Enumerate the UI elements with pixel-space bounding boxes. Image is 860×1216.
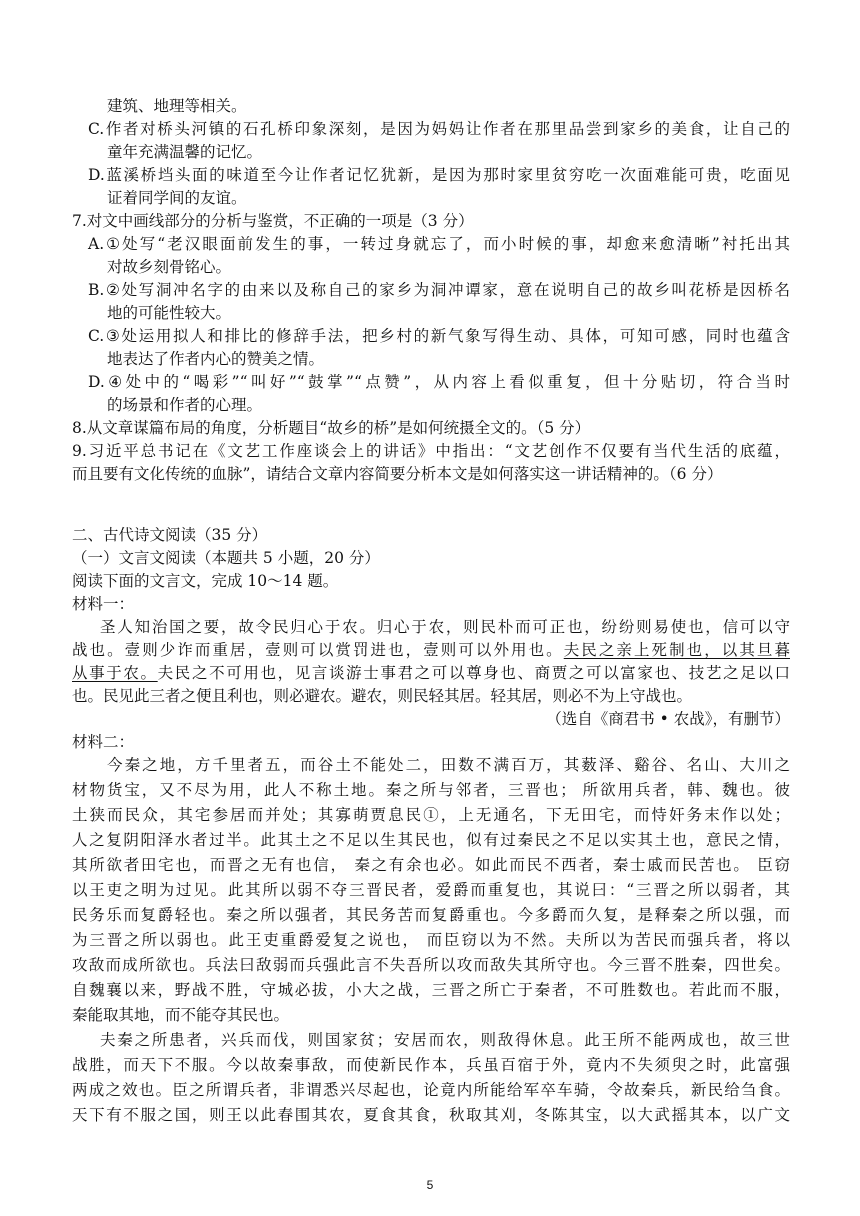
q6-option-d-line1: D.蓝溪桥垱头面的味道至今让作者记忆犹新，是因为那时家里贫穷吃一次面难能可贵，吃面见: [88, 166, 790, 184]
material1-source: （选自《商君书 • 农战》，有删节）: [546, 710, 790, 728]
material2-p1-line: 今秦之地，方千里者五，而谷土不能处二，田数不满百万，其薮泽、谿谷、名山、大川之: [107, 756, 790, 774]
material1-line3: [72, 662, 790, 684]
section-title: 二、古代诗文阅读（35 分）: [72, 526, 268, 544]
q7-option-d-line1: D.④处中的“喝彩”“叫好”“鼓掌”“点赞”，从内容上看似重复，但十分贴切，符合当时: [88, 373, 790, 391]
q6-option-b-tail: 建筑、地理等相关。: [107, 97, 247, 115]
q7-option-a-line1: A.①处写“老汉眼面前发生的事，一转过身就忘了，而小时候的事，却愈来愈清晰”衬托出其: [88, 235, 790, 253]
q7-option-b-line2: 地的可能性较大。: [107, 304, 232, 322]
material2-p2-line: 战胜，而天下不服。今以故秦事敌，而使新民作本，兵虽百宿于外，竟内不失须臾之时，此富强: [72, 1056, 790, 1074]
material1-line4: 也。民见此三者之便且利也，则必避农。避农，则民轻其居。轻其居，则必不为上守战也。: [72, 687, 693, 705]
q7-stem: 7.对文中画线部分的分析与鉴赏，不正确的一项是（3 分）: [72, 212, 474, 230]
underlined-sentence-part2: 从事于农。: [72, 664, 158, 682]
material2-p1-line: 攻敌而成所欲也。兵法曰敌弱而兵强此言不失吾所以攻而敌失其所守也。今三晋不胜秦，四世矣。: [72, 956, 790, 974]
q7-option-b-line1: B.②处写洞冲名字的由来以及称自己的家乡为洞冲谭家，意在说明自己的故乡叫花桥是因桥名: [88, 281, 790, 299]
material1-line1: 圣人知治国之要，故令民归心于农。归心于农，则民朴而可正也，纷纷则易使也，信可以守: [100, 618, 790, 636]
material2-p1-line: 人之复阴阳泽水者过半。此其土之不足以生其民也，似有过秦民之不足以实其土也，意民之情，: [72, 831, 790, 849]
material2-p1-line: 秦能取其地，而不能夺其民也。: [72, 1006, 290, 1024]
material2-p2-line: 两成之效也。臣之所谓兵者，非谓悉兴尽起也，论竟内所能给军卒车骑，令故秦兵，新民给刍食。: [72, 1081, 790, 1099]
material2-p1-line: 材物货宝，又不尽为用，此人不称土地。秦之所与邻者，三晋也； 所欲用兵者，韩、魏也。彼: [72, 781, 790, 799]
material2-p1-line: 以王吏之明为过见。此其所以弱不夺三晋民者，爱爵而重复也，其说曰：“三晋之所以弱者，其: [72, 881, 790, 899]
q9-line1: 9.习近平总书记在《文艺工作座谈会上的讲话》中指出：“文艺创作不仅要有当代生活的底蕴，: [72, 442, 790, 460]
reading-instruction: 阅读下面的文言文，完成 10～14 题。: [72, 572, 339, 590]
q7-option-c-line2: 地表达了作者内心的赞美之情。: [107, 350, 325, 368]
underlined-sentence-part1: 夫民之亲上死制也，以其旦暮: [563, 641, 790, 659]
material1-line3-text: 夫民之不可用也，见言谈游士事君之可以尊身也、商贾之可以富家也、技艺之足以口: [157, 664, 790, 682]
material2-p2-line: 天下有不服之国，则王以此春围其农，夏食其食，秋取其刈，冬陈其宝，以大武摇其本，以广文: [72, 1106, 790, 1124]
page-number: 5: [426, 1178, 434, 1192]
material2-p1-line: 为三晋之所以弱也。此王吏重爵爱复之说也， 而臣窃以为不然。夫所以为苦民而强兵者，将以: [72, 931, 790, 949]
q6-option-c-line1: C.作者对桥头河镇的石孔桥印象深刻，是因为妈妈让作者在那里品尝到家乡的美食，让自己的: [88, 120, 790, 138]
q8-stem: 8.从文章谋篇布局的角度，分析题目“故乡的桥”是如何统摄全文的。（5 分）: [72, 419, 591, 437]
material2-p1-line: 其所欲者田宅也，而晋之无有也信， 秦之有余也必。如此而民不西者，秦士戚而民苦也。 臣窃: [72, 856, 790, 874]
material2-label: 材料二：: [72, 733, 135, 751]
q7-option-d-line2: 的场景和作者的心理。: [107, 396, 263, 414]
material2-p2-line: 夫秦之所患者，兴兵而伐，则国家贫；安居而农，则敌得休息。此王所不能两成也，故三世: [100, 1031, 790, 1049]
q6-option-c-line2: 童年充满温馨的记忆。: [107, 143, 263, 161]
material2-p1-line: 民务乐而复爵轻也。秦之所以强者，其民务苦而复爵重也。今多爵而久复，是释秦之所以强，而: [72, 906, 790, 924]
material2-p1-line: 自魏襄以来，野战不胜，守城必拔，小大之战，三晋之所亡于秦者，不可胜数也。若此而不服，: [72, 981, 790, 999]
material2-p1-line: 土狭而民众，其宅参居而并处；其寡萌贾息民①，上无通名，下无田宅，而恃奸务末作以处；: [72, 806, 790, 824]
q6-option-d-line2: 证着同学间的友谊。: [107, 189, 247, 207]
material1-line2-text: 战也。壹则少诈而重居，壹则可以赏罚进也，壹则可以外用也。: [72, 641, 564, 659]
material1-label: 材料一：: [72, 595, 135, 613]
q7-option-c-line1: C.③处运用拟人和排比的修辞手法，把乡村的新气象写得生动、具体，可知可感，同时也蕴含: [88, 327, 790, 345]
material1-line2: [72, 639, 790, 661]
subsection-title: （一）文言文阅读（本题共 5 小题，20 分）: [72, 549, 380, 567]
q7-option-a-line2: 对故乡刻骨铭心。: [107, 258, 232, 276]
q9-line2: 而且要有文化传统的血脉”，请结合文章内容简要分析本文是如何落实这一讲话精神的。（6 分）: [72, 465, 723, 483]
